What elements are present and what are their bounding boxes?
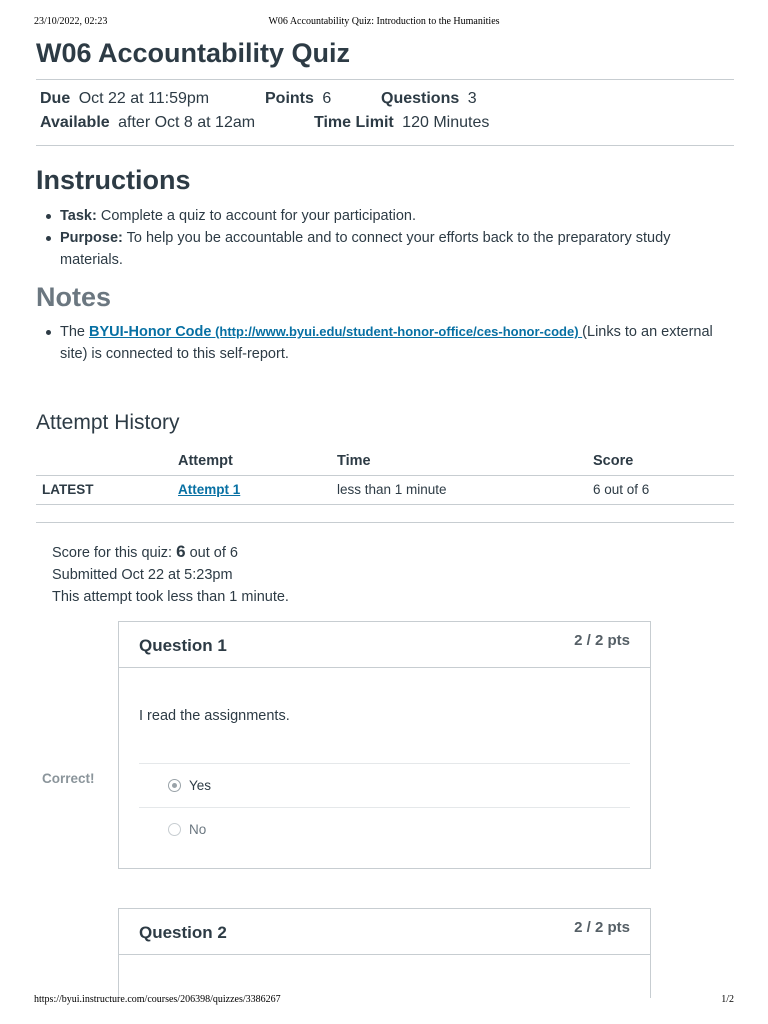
questions-label: Questions xyxy=(381,90,460,107)
score-prefix: Score for this quiz: xyxy=(52,545,177,561)
print-header xyxy=(34,16,734,30)
points-label: Points xyxy=(265,90,314,107)
attempt-history-table xyxy=(36,448,734,505)
question-text: I read the assignments. xyxy=(139,708,290,724)
due-label: Due xyxy=(40,90,71,107)
table-header-row xyxy=(36,448,734,475)
print-url: https://byui.instructure.com/courses/206398/quizzes/3386267 xyxy=(34,994,281,1005)
answer-label: Yes xyxy=(189,778,212,793)
question-card-1 xyxy=(118,621,651,869)
honor-code-link-text[interactable]: BYUI-Honor Code xyxy=(89,324,212,340)
purpose-label: Purpose: xyxy=(60,230,123,246)
list-item xyxy=(42,205,722,227)
score-suffix: out of 6 xyxy=(185,545,238,561)
quiz-available xyxy=(40,114,255,132)
question-card-2 xyxy=(118,908,651,998)
radio-selected-icon[interactable] xyxy=(168,779,181,792)
notes-list xyxy=(42,321,722,365)
print-page-title: W06 Accountability Quiz: Introduction to the Humanities xyxy=(268,16,500,27)
answer-option-no[interactable] xyxy=(139,807,630,851)
answer-label: No xyxy=(189,822,207,837)
question-title: Question 1 xyxy=(139,636,227,655)
question-points: 2 / 2 pts xyxy=(574,632,630,649)
correct-indicator: Correct! xyxy=(42,771,95,786)
points-value: 6 xyxy=(322,90,332,107)
instructions-heading: Instructions xyxy=(36,165,191,195)
notes-prefix: The xyxy=(60,324,90,340)
attempt-cell xyxy=(172,475,331,504)
task-text: Complete a quiz to account for your participation. xyxy=(96,208,416,224)
latest-tag: LATEST xyxy=(36,475,172,504)
duration-text: This attempt took less than 1 minute. xyxy=(52,589,289,605)
score-cell: 6 out of 6 xyxy=(587,475,734,504)
question-points: 2 / 2 pts xyxy=(574,919,630,936)
divider xyxy=(36,79,734,80)
column-header-attempt: Attempt xyxy=(172,448,331,475)
print-page-number: 1/2 xyxy=(721,994,734,1005)
quiz-points xyxy=(265,90,331,108)
notes-heading: Notes xyxy=(36,282,112,312)
list-item xyxy=(42,227,722,271)
honor-code-link-url[interactable]: (http://www.byui.edu/student-honor-office/ces-honor-code) xyxy=(211,324,583,339)
time-cell: less than 1 minute xyxy=(331,475,587,504)
quiz-score xyxy=(52,542,238,562)
divider xyxy=(36,522,734,523)
question-header xyxy=(119,909,650,955)
notes-suffix: (Links to an external site) is connected to this self-report. xyxy=(60,324,713,362)
attempt-history-heading: Attempt History xyxy=(36,411,180,434)
purpose-text: To help you be accountable and to connect your efforts back to the preparatory study materials. xyxy=(60,230,671,268)
quiz-title: W06 Accountability Quiz xyxy=(36,38,351,68)
print-footer xyxy=(34,994,734,1008)
print-timestamp: 23/10/2022, 02:23 xyxy=(34,16,108,27)
quiz-due xyxy=(40,90,209,108)
submitted-text: Submitted Oct 22 at 5:23pm xyxy=(52,567,233,583)
score-value: 6 xyxy=(176,542,186,561)
available-label: Available xyxy=(40,114,110,131)
question-header xyxy=(119,622,650,668)
attempt-1-link[interactable]: Attempt 1 xyxy=(178,482,241,497)
question-title: Question 2 xyxy=(139,923,227,942)
table-row xyxy=(36,475,734,504)
time-limit-value: 120 Minutes xyxy=(402,114,490,131)
answer-option-yes[interactable] xyxy=(139,763,630,807)
due-value: Oct 22 at 11:59pm xyxy=(78,90,210,107)
quiz-time-limit xyxy=(314,114,489,132)
task-label: Task: xyxy=(60,208,97,224)
honor-code-link[interactable] xyxy=(89,324,582,340)
time-limit-label: Time Limit xyxy=(314,114,394,131)
quiz-questions xyxy=(381,90,477,108)
list-item xyxy=(42,321,722,365)
column-header-time: Time xyxy=(331,448,587,475)
instructions-list xyxy=(42,205,722,271)
column-header xyxy=(36,448,172,475)
radio-unselected-icon[interactable] xyxy=(168,823,181,836)
column-header-score: Score xyxy=(587,448,734,475)
divider xyxy=(36,145,734,146)
questions-value: 3 xyxy=(467,90,477,107)
available-value: after Oct 8 at 12am xyxy=(118,114,256,131)
